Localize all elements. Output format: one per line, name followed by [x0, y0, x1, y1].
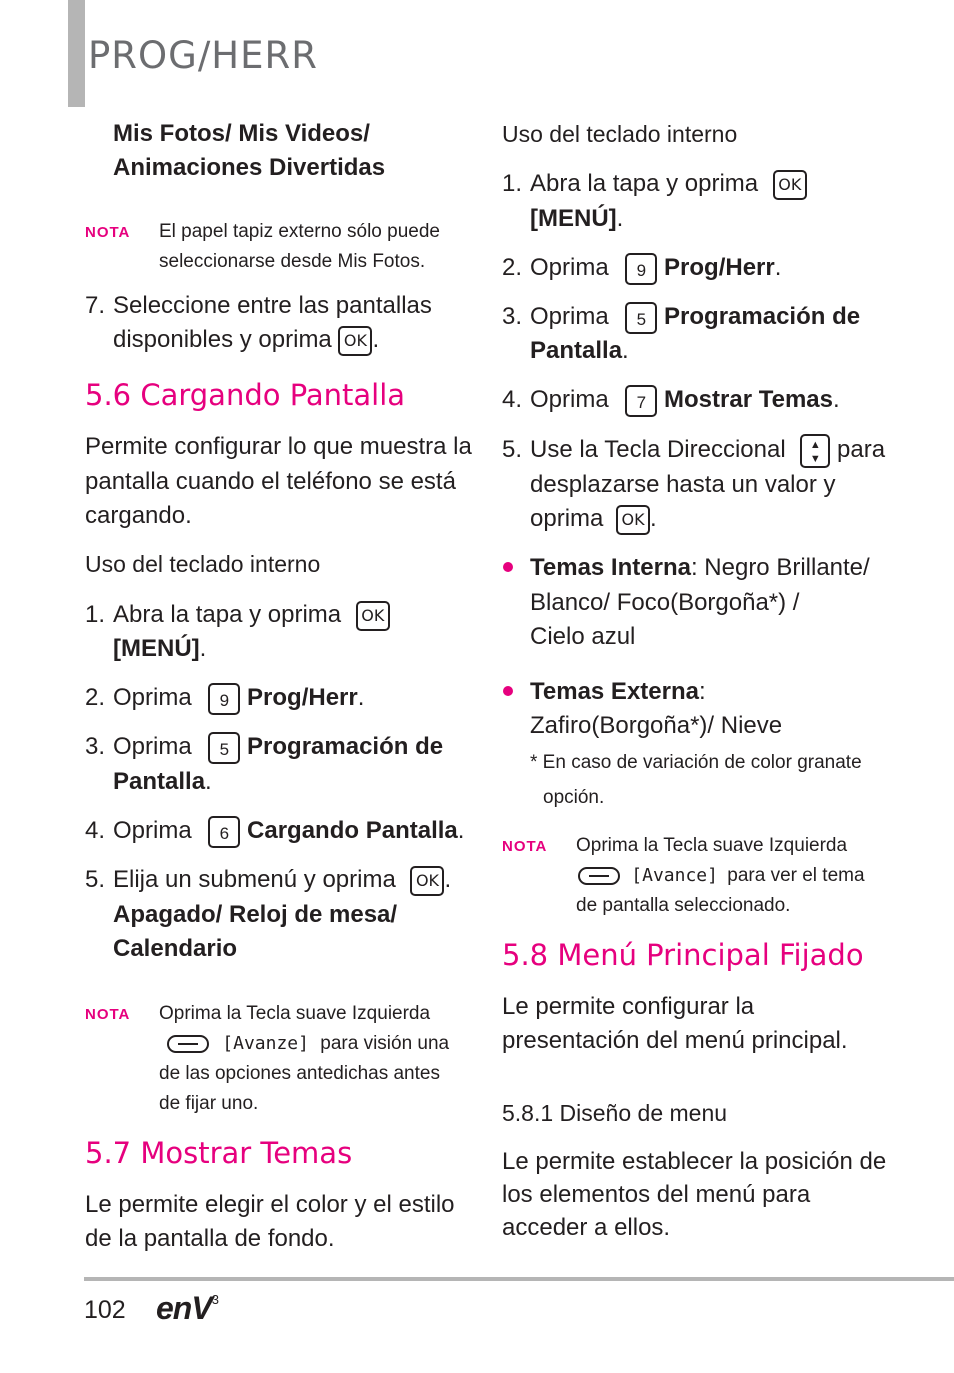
nota2-line-1: Oprima la Tecla suave Izquierda: [159, 1003, 431, 1024]
section-5-8-1-para-3: acceder a ellos.: [502, 1214, 671, 1241]
nota-label: NOTA: [85, 1006, 131, 1023]
right-step-4: 4. Oprima 7 Mostrar Temas.: [502, 383, 840, 417]
uso-title-left: Uso del teclado interno: [85, 551, 321, 577]
step7-line-1: Seleccione entre las pantallas: [113, 292, 432, 319]
key-9-icon: 9: [625, 253, 657, 285]
ok-key-icon: OK: [410, 866, 444, 896]
step-text: Oprima: [113, 684, 192, 711]
section-5-7-para-2: de la pantalla de fondo.: [85, 1225, 335, 1252]
step-text: Elija un submenú y oprima: [113, 866, 396, 893]
nota3-line-2: [578, 861, 865, 891]
menu-label: [MENÚ]: [113, 635, 200, 662]
bullet-icon: [503, 686, 513, 696]
left-step-2: 2. Oprima 9 Prog/Herr.: [85, 681, 364, 715]
step-bold: Pantalla: [113, 768, 206, 795]
nota2-line-3: de las opciones antedichas antes: [159, 1063, 440, 1084]
left-softkey-icon: [578, 867, 620, 885]
left-softkey-icon: [167, 1035, 209, 1053]
right-step-1: [502, 167, 807, 201]
section-5-6-para-3: cargando.: [85, 502, 192, 529]
section-5-8-1-title: 5.8.1 Diseño de menu: [502, 1100, 728, 1126]
step-number: 3.: [502, 303, 523, 330]
step-bold: Cargando Pantalla: [247, 817, 458, 844]
avanze-label: [Avanze]: [222, 1033, 309, 1054]
step-number: 1.: [502, 170, 523, 197]
left-step-1: [85, 598, 390, 632]
step-number: 5.: [85, 866, 106, 893]
step-bold: Programación de: [247, 733, 444, 760]
left-step-5-line-2: Apagado/ Reloj de mesa/: [113, 901, 398, 928]
step-number: 3.: [85, 733, 106, 760]
section-5-7-title: 5.7 Mostrar Temas: [85, 1136, 353, 1170]
key-6-icon: 6: [208, 816, 240, 848]
step7-text: disponibles y oprima: [113, 326, 332, 353]
uso-title-right: Uso del teclado interno: [502, 121, 738, 147]
left-step-3-line-2: Pantalla.: [113, 768, 212, 795]
section-5-8-title: 5.8 Menú Principal Fijado: [502, 938, 864, 972]
section-5-8-1-para-2: los elementos del menú para: [502, 1181, 811, 1208]
section-5-6-para-2: pantalla cuando el teléfono se está: [85, 468, 456, 495]
right-step-2: 2. Oprima 9 Prog/Herr.: [502, 251, 781, 285]
bullet-temas-externa-line-2: Zafiro(Borgoña*)/ Nieve: [530, 712, 783, 739]
step-text: para: [837, 436, 886, 463]
page-number: 102: [84, 1296, 126, 1324]
nota2-line-4: de fijar uno.: [159, 1093, 259, 1114]
section-5-6-title: 5.6 Cargando Pantalla: [85, 378, 406, 412]
nota3-line-1: Oprima la Tecla suave Izquierda: [576, 835, 848, 856]
step-text: Oprima: [113, 817, 192, 844]
right-step-1-menu: [MENÚ].: [530, 205, 624, 232]
section-5-8-para-2: presentación del menú principal.: [502, 1027, 848, 1054]
nota3-text: para ver el tema: [727, 865, 865, 886]
section-5-7-para-1: Le permite elegir el color y el estilo: [85, 1191, 455, 1218]
left-step-3: [85, 730, 443, 764]
step-text: oprima: [530, 505, 604, 532]
left-step-4: 4. Oprima 6 Cargando Pantalla.: [85, 814, 464, 848]
bullet-temas-externa-line-1: [530, 675, 706, 709]
section-5-8-para-1: Le permite configurar la: [502, 993, 755, 1020]
step7-line-2: disponibles y oprima OK .: [113, 323, 379, 357]
left-step-5: 5. Elija un submenú y oprima OK .: [85, 863, 451, 897]
bullet-temas-interna-line-3: Cielo azul: [530, 623, 636, 650]
nota2-line-2: [167, 1029, 449, 1059]
step-text: Use la Tecla Direccional: [530, 436, 786, 463]
key-7-icon: 7: [625, 385, 657, 417]
ok-key-icon: OK: [773, 170, 807, 200]
step-bold: Prog/Herr: [664, 254, 775, 281]
key-5-icon: 5: [625, 302, 657, 334]
step-text: Abra la tapa y oprima: [530, 170, 759, 197]
step-number: 4.: [502, 386, 523, 413]
ok-key-icon: OK: [616, 505, 650, 535]
nota-label: NOTA: [85, 224, 131, 241]
step-bold: Mostrar Temas: [664, 386, 833, 413]
section-5-6-para-1: Permite configurar lo que muestra la: [85, 433, 472, 460]
right-step-5-line-3: oprima OK .: [530, 502, 657, 536]
bullet-temas-interna-line-1: [530, 551, 870, 585]
step-number: 2.: [502, 254, 523, 281]
right-step-5-line-2: desplazarse hasta un valor y: [530, 471, 836, 498]
bullet-text: :: [698, 678, 706, 705]
step-number: 2.: [85, 684, 106, 711]
avance-label: [Avance]: [631, 865, 718, 886]
step7-number: 7.: [85, 292, 106, 319]
step-bold: Programación de: [664, 303, 861, 330]
nota3-line-3: de pantalla seleccionado.: [576, 895, 791, 916]
step-bold: Pantalla: [530, 337, 623, 364]
nota2-text: para visión una: [320, 1033, 450, 1054]
menu-label: [MENÚ]: [530, 205, 617, 232]
footnote-line-1: * En caso de variación de color granate: [530, 752, 862, 773]
page-title: PROG/HERR: [88, 34, 318, 77]
step-bold: Prog/Herr: [247, 684, 358, 711]
step-number: 1.: [85, 601, 106, 628]
bullet-bold: Temas Interna: [530, 554, 691, 581]
step-text: Oprima: [530, 303, 609, 330]
section-5-8-1-para-1: Le permite establecer la posición de: [502, 1148, 887, 1175]
right-step-3: [502, 300, 860, 334]
env3-logo: [156, 1290, 218, 1327]
step-text: Oprima: [113, 733, 192, 760]
left-step-5-line-3: Calendario: [113, 935, 238, 962]
right-step-3-line-2: Pantalla.: [530, 337, 629, 364]
right-step-5: [502, 433, 885, 468]
nota1-line-1: El papel tapiz externo sólo puede: [159, 221, 440, 242]
key-9-icon: 9: [208, 683, 240, 715]
header-sidebar-bar: [68, 0, 85, 107]
footer-divider: [84, 1277, 954, 1281]
step-text: Oprima: [530, 386, 609, 413]
logo-text: enV: [156, 1290, 212, 1326]
step-text: Abra la tapa y oprima: [113, 601, 342, 628]
nota-label: NOTA: [502, 838, 548, 855]
bullet-bold: Temas Externa: [530, 678, 699, 705]
step-text: Oprima: [530, 254, 609, 281]
nota1-line-2: seleccionarse desde Mis Fotos.: [159, 251, 426, 272]
logo-superscript: 3: [211, 1292, 218, 1307]
ok-key-icon: OK: [338, 326, 372, 356]
left-step-1-menu: [MENÚ].: [113, 635, 207, 662]
ok-key-icon: OK: [356, 601, 390, 631]
footnote-line-2: opción.: [543, 787, 605, 808]
fotos-line-1: Mis Fotos/ Mis Videos/: [113, 120, 370, 147]
step-number: 5.: [502, 436, 523, 463]
fotos-line-2: Animaciones Divertidas: [113, 154, 386, 181]
directional-key-icon: ▲ ▼: [800, 434, 830, 468]
step-number: 4.: [85, 817, 106, 844]
key-5-icon: 5: [208, 732, 240, 764]
bullet-text: : Negro Brillante/: [690, 554, 870, 581]
bullet-icon: [503, 562, 513, 572]
bullet-temas-interna-line-2: Blanco/ Foco(Borgoña*) /: [530, 589, 800, 616]
